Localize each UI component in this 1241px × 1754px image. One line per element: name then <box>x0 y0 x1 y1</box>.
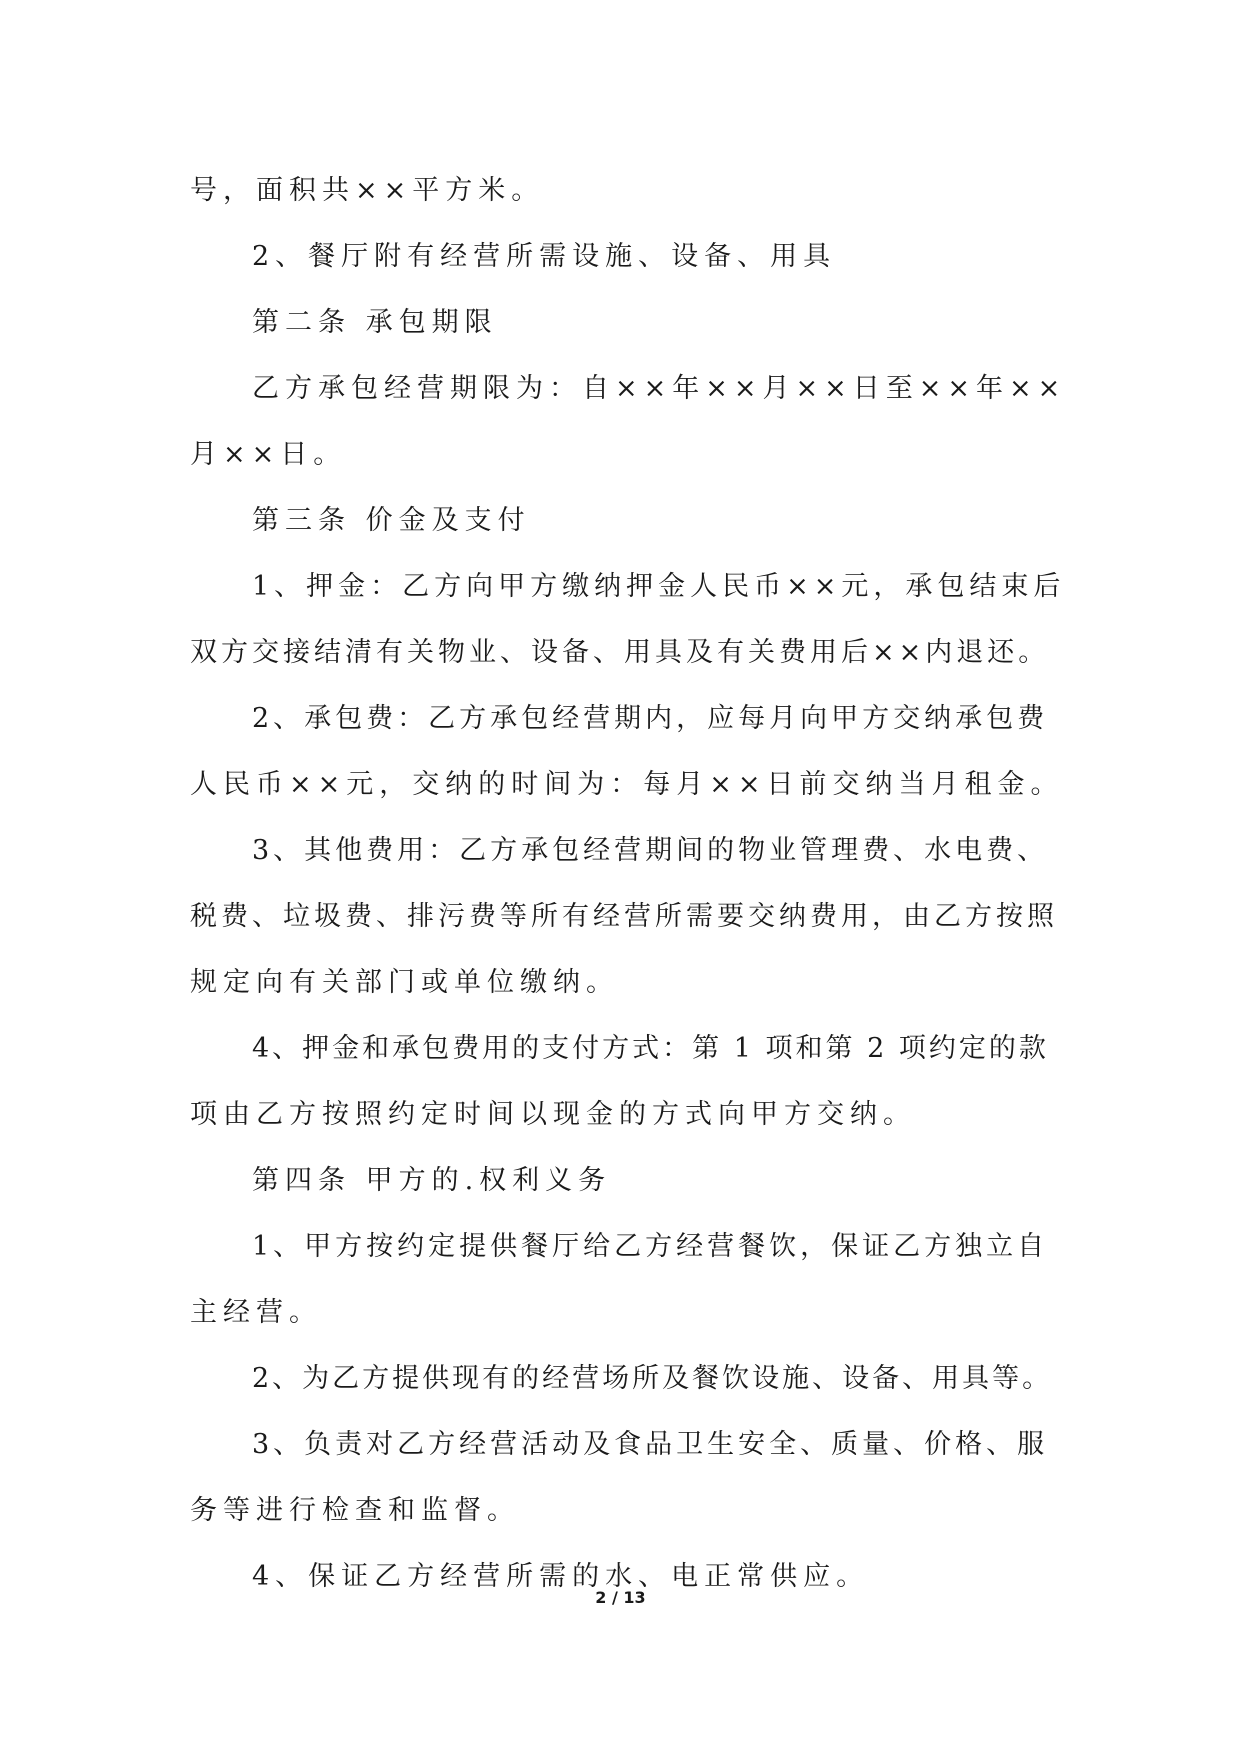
text-line: 号，面积共××平方米。 <box>190 175 545 206</box>
text-line: 3、其他费用：乙方承包经营期间的物业管理费、水电费、 <box>252 835 1049 866</box>
text-line: 税费、垃圾费、排污费等所有经营所需要交纳费用，由乙方按照 <box>190 901 1058 932</box>
text-line: 乙方承包经营期限为：自××年××月××日至××年×× <box>252 373 1067 404</box>
text-line: 2、餐厅附有经营所需设施、设备、用具 <box>252 241 837 272</box>
text-line: 4、保证乙方经营所需的水、电正常供应。 <box>252 1561 870 1592</box>
text-line: 2、为乙方提供现有的经营场所及餐饮设施、设备、用具等。 <box>252 1363 1053 1394</box>
text-line: 项由乙方按照约定时间以现金的方式向甲方交纳。 <box>190 1099 916 1130</box>
text-line: 第二条 承包期限 <box>252 307 498 338</box>
text-line: 主经营。 <box>190 1297 322 1328</box>
text-line: 4、押金和承包费用的支付方式：第 1 项和第 2 项约定的款 <box>252 1033 1049 1064</box>
page-number: 2 / 13 <box>595 1588 646 1607</box>
text-line: 规定向有关部门或单位缴纳。 <box>190 967 619 998</box>
text-line: 务等进行检查和监督。 <box>190 1495 520 1526</box>
text-line: 双方交接结清有关物业、设备、用具及有关费用后××内退还。 <box>190 637 1050 668</box>
text-line: 3、负责对乙方经营活动及食品卫生安全、质量、价格、服 <box>252 1429 1049 1460</box>
text-line: 1、甲方按约定提供餐厅给乙方经营餐饮，保证乙方独立自 <box>252 1231 1049 1262</box>
text-line: 1、押金：乙方向甲方缴纳押金人民币××元，承包结束后 <box>252 571 1066 602</box>
text-line: 第四条 甲方的.权利义务 <box>252 1165 612 1196</box>
text-line: 2、承包费：乙方承包经营期内，应每月向甲方交纳承包费 <box>252 703 1049 734</box>
text-line: 人民币××元，交纳的时间为：每月××日前交纳当月租金。 <box>190 769 1064 800</box>
text-line: 月××日。 <box>190 439 347 470</box>
text-line: 第三条 价金及支付 <box>252 505 531 536</box>
document-body <box>190 158 1070 1610</box>
